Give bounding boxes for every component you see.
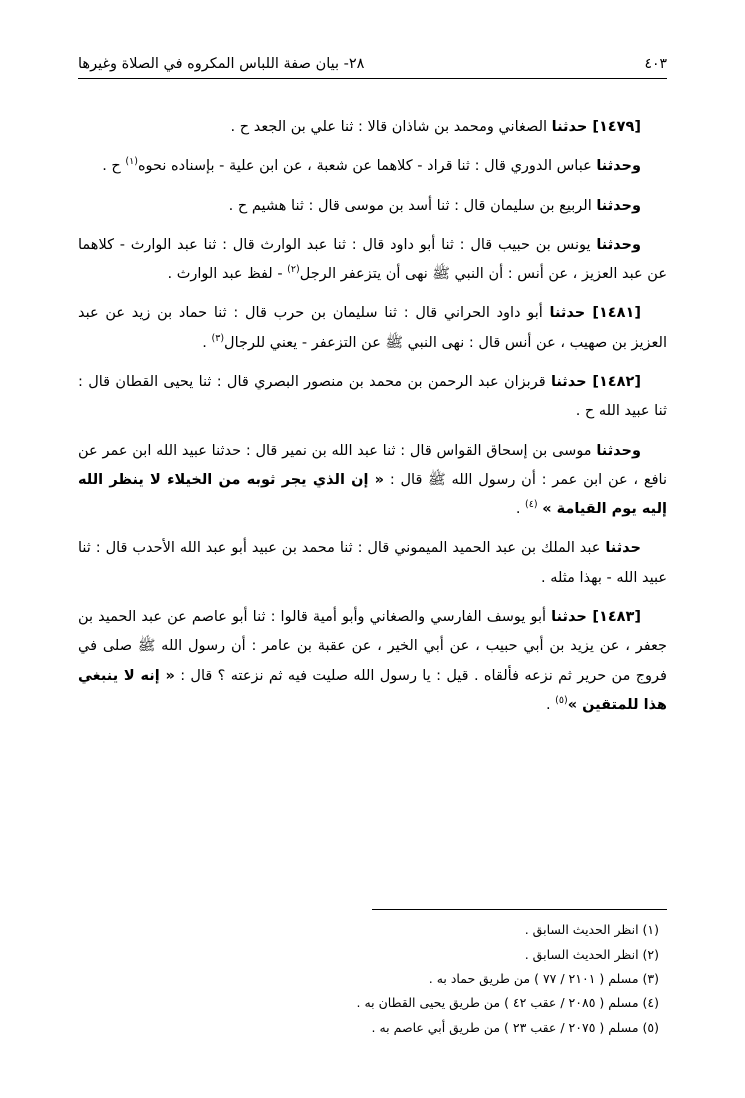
hadith-paragraph [78, 152, 667, 181]
body-span: ح . [102, 158, 126, 175]
hadith-paragraph [78, 113, 667, 142]
emphasis-text: « إن الذي يجر ثوبه من الخيلاء لا ينظر الله إليه يوم القيامة » [78, 471, 667, 518]
body-span: . [545, 696, 556, 713]
body-span: عباس الدوري قال : ثنا قراد - كلاهما عن شعبة ، عن ابن علية - بإسناده نحوه [137, 158, 597, 175]
body-span: أبو داود الحراني قال : ثنا سليمان بن حرب قال : ثنا حماد بن زيد عن عبد العزيز بن صهيب ، عن أنس قال : نهى النبي ﷺ عن التزعفر - يعني للرجال [78, 305, 667, 351]
emphasis-text: وحدثنا [596, 197, 641, 214]
body-text [78, 113, 667, 720]
body-span: أبو يوسف الفارسي والصغاني وأبو أمية قالوا : ثنا أبو عاصم عن عبد الحميد بن جعفر ، عن يزيد بن أبي حبيب ، عن أبي الخير ، عن عقبة بن عامر : أن رسول الله ﷺ صلى في فروج من حرير ثم نزعه فألقاه . قيل : يا رسول الله صليت فيه ثم نزعته ؟ قال : [78, 608, 667, 684]
emphasis-text: [١٤٨٢] حدثنا [550, 373, 641, 390]
emphasis-text: [١٤٧٩] حدثنا [551, 119, 641, 135]
emphasis-text: [١٤٨٣] حدثنا [551, 608, 642, 625]
chapter-title: ٢٨- بيان صفة اللباس المكروه في الصلاة وغيرها [78, 56, 365, 72]
body-span: الصغاني ومحمد بن شاذان قالا : ثنا علي بن الجعد ح . [230, 119, 552, 135]
page-header [78, 56, 667, 72]
hadith-paragraph [78, 368, 667, 427]
hadith-paragraph [78, 299, 667, 358]
hadith-paragraph [78, 437, 667, 525]
footnote-divider [372, 909, 667, 910]
emphasis-text: وحدثنا [596, 236, 641, 253]
hadith-paragraph [78, 603, 667, 720]
body-span: . [515, 501, 526, 518]
footnote-area [78, 909, 667, 1040]
emphasis-text: وحدثنا [596, 158, 641, 175]
hadith-paragraph [78, 534, 667, 593]
footnote-item: (٥) مسلم ( ٢٠٧٥ / عقب ٢٣ ) من طريق أبي عاصم به . [371, 1019, 659, 1035]
body-span: عبد الملك بن عبد الحميد الميموني قال : ثنا محمد بن عبيد أبو عبد الله الأحدب قال : ثنا عبيد الله - بهذا مثله . [78, 540, 667, 586]
footnote-marker: (٣) [211, 332, 225, 344]
emphasis-text: [١٤٨١] حدثنا [549, 305, 641, 322]
body-span: - لفظ عبد الوارث . [167, 266, 288, 283]
emphasis-text: وحدثنا [596, 442, 641, 459]
footnote-list [78, 918, 667, 1040]
footnote-marker: (٥) [555, 694, 568, 706]
header-divider [78, 78, 667, 79]
footnote-item: (٣) مسلم ( ٢١٠١ / ٧٧ ) من طريق حماد به . [428, 970, 659, 986]
hadith-paragraph [78, 192, 667, 221]
footnote-marker: (٤) [525, 499, 538, 511]
body-span: قربزان عبد الرحمن بن محمد بن منصور البصري قال : ثنا يحيى القطان قال : ثنا عبيد الله ح . [78, 373, 667, 420]
body-span: يونس بن حبيب قال : ثنا أبو داود قال : ثنا عبد الوارث قال : ثنا عبد الوارث - كلاهما عن عبد العزيز ، عن أنس : أن النبي ﷺ نهى أن يتزعفر الرجل [78, 236, 667, 283]
emphasis-text: « إنه لا ينبغي هذا للمتقين » [78, 667, 667, 713]
footnote-item: (١) انظر الحديث السابق . [524, 922, 659, 938]
footnote-marker: (٢) [287, 264, 300, 276]
footnote-marker: (١) [125, 156, 138, 168]
page-number: ٤٠٣ [644, 56, 667, 72]
emphasis-text: حدثنا [605, 540, 641, 557]
body-span: الربيع بن سليمان قال : ثنا أسد بن موسى قال : ثنا هشيم ح . [228, 197, 597, 214]
body-span: موسى بن إسحاق القواس قال : ثنا عبد الله بن نمير قال : حدثنا عبيد الله ابن عمر عن نافع ، عن ابن عمر : أن رسول الله ﷺ قال : [78, 442, 667, 488]
footnote-item: (٢) انظر الحديث السابق . [524, 946, 659, 962]
footnote-item: (٤) مسلم ( ٢٠٨٥ / عقب ٤٢ ) من طريق يحيى القطان به . [356, 995, 659, 1011]
body-span: . [202, 334, 212, 351]
hadith-paragraph [78, 231, 667, 290]
